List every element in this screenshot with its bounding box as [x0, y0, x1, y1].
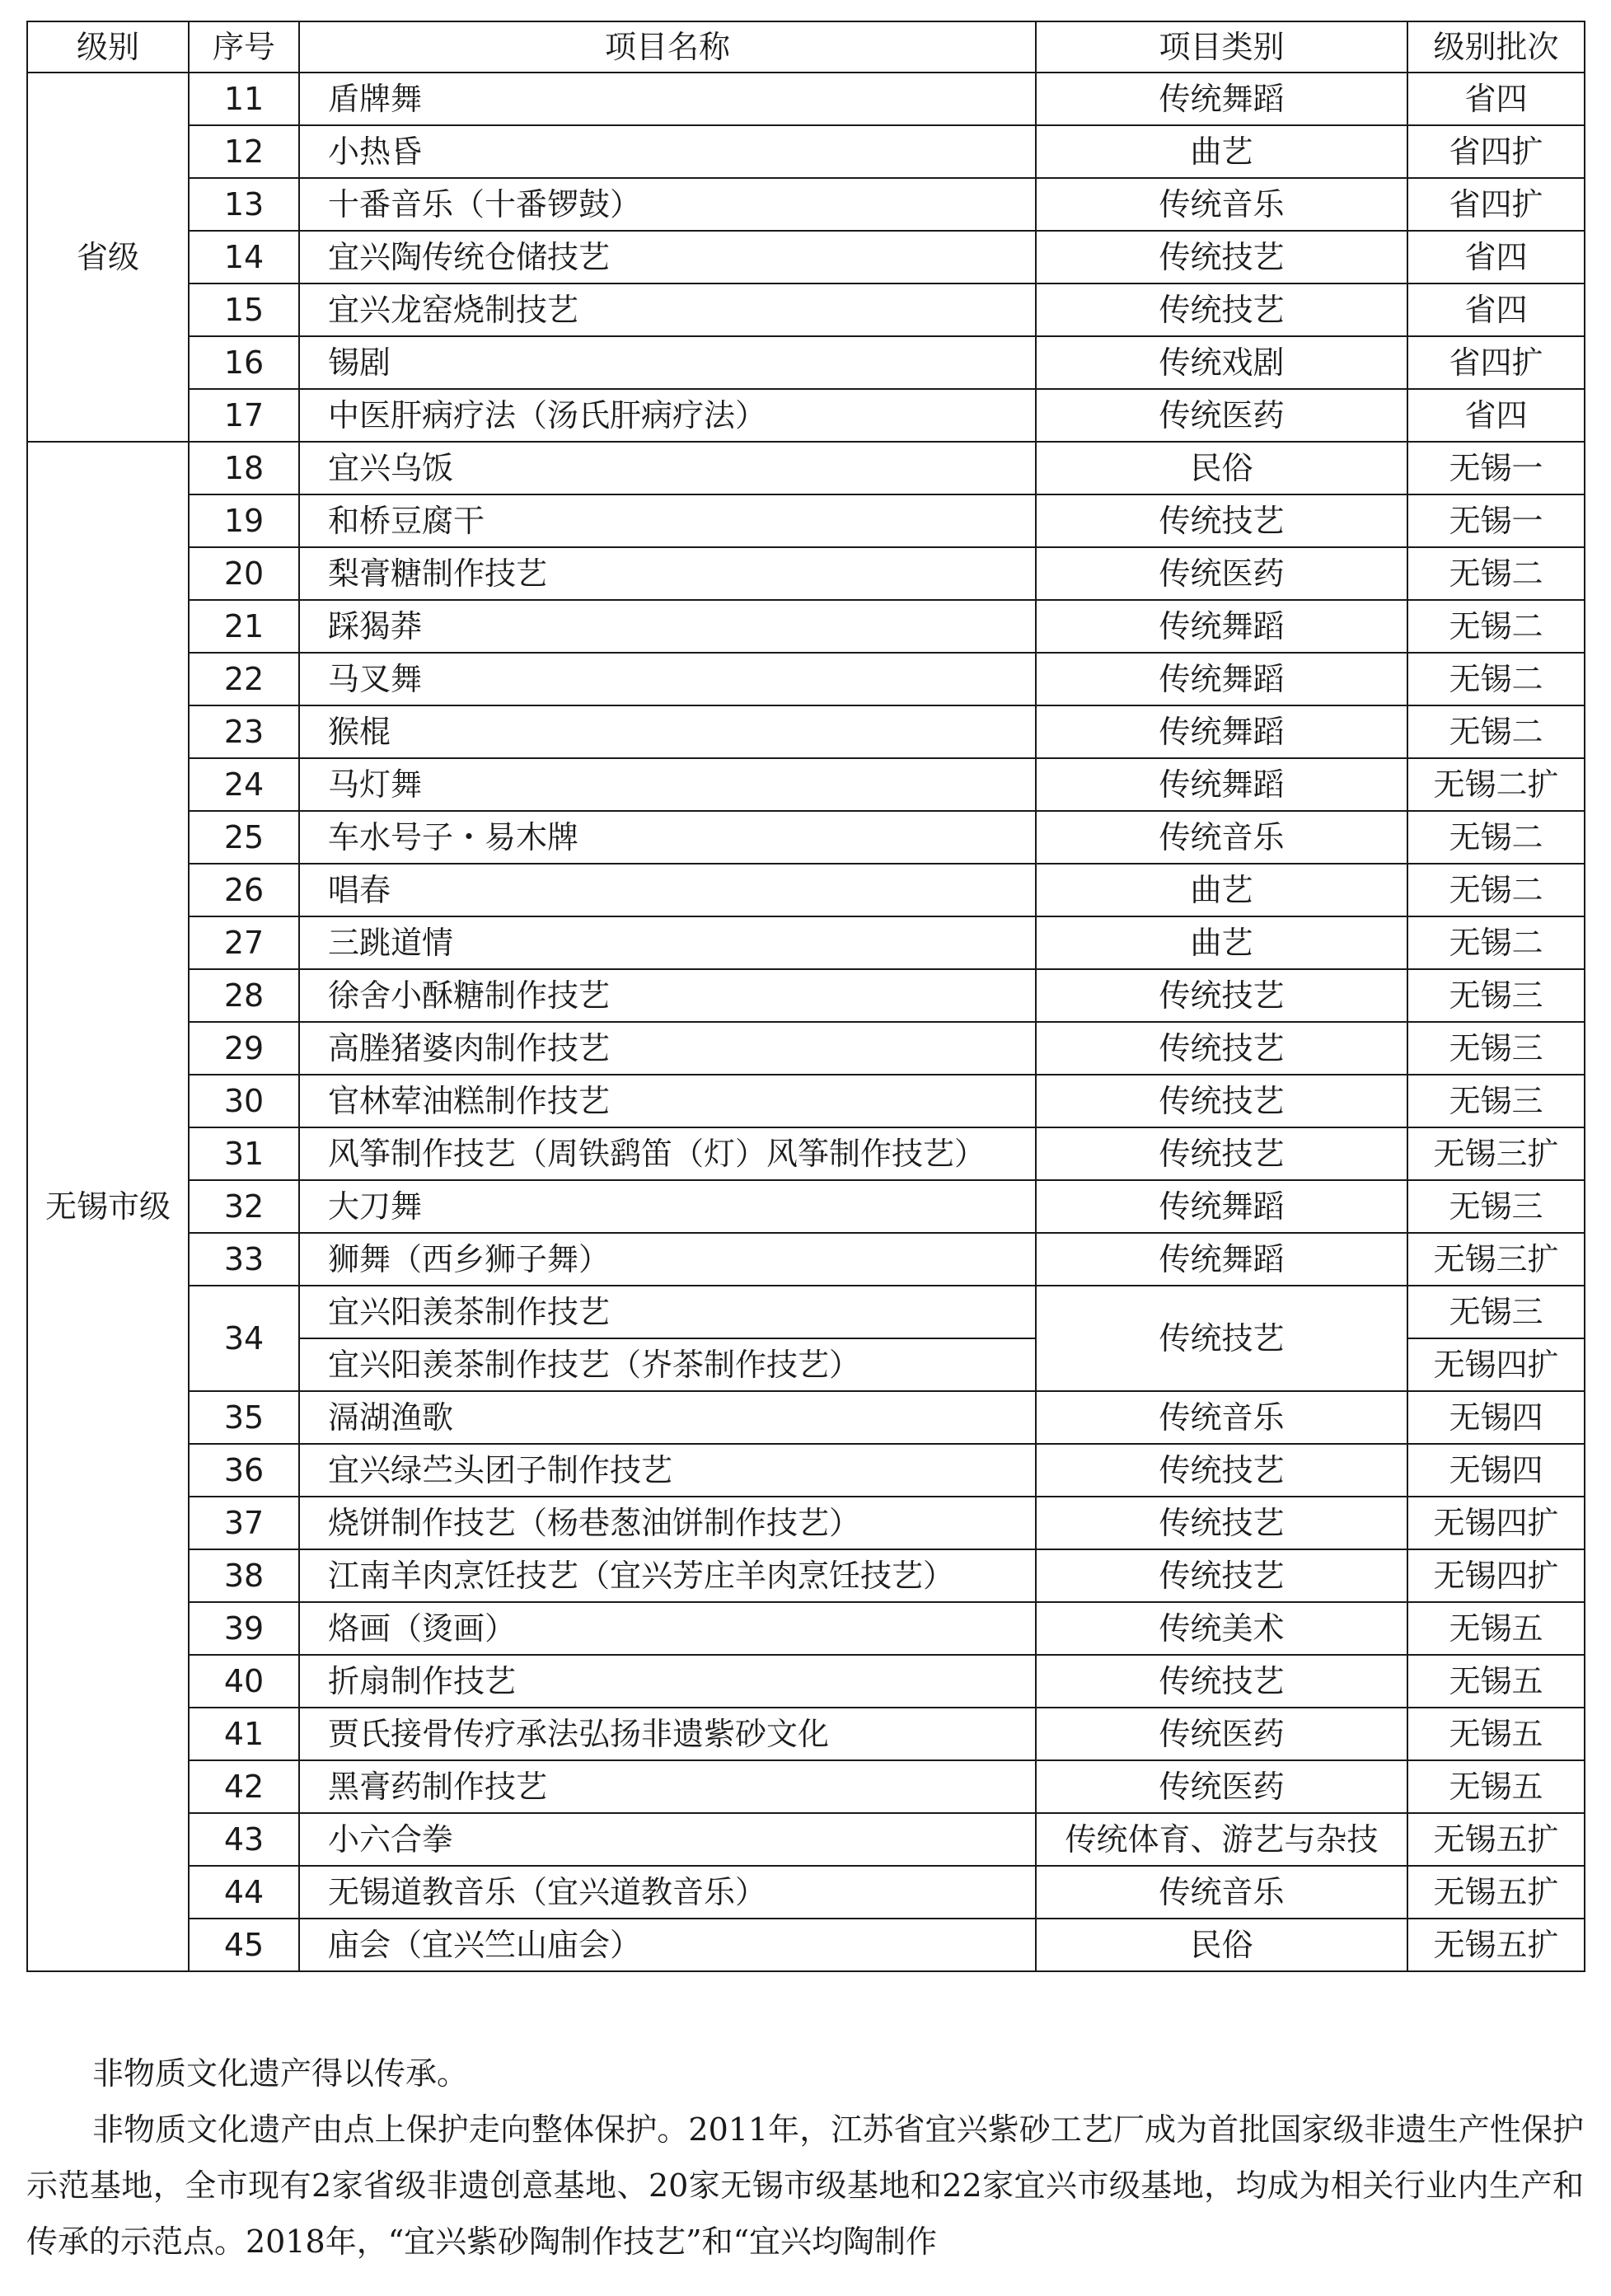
project-name-cell: 风筝制作技艺（周铁鹞笛（灯）风筝制作技艺） [299, 1127, 1036, 1180]
batch-cell: 省四 [1407, 283, 1585, 336]
category-cell: 传统医药 [1036, 389, 1407, 442]
project-name-cell: 宜兴陶传统仓储技艺 [299, 231, 1036, 283]
project-name-cell: 宜兴绿苎头团子制作技艺 [299, 1444, 1036, 1497]
number-cell: 30 [189, 1075, 299, 1127]
body-text [26, 2045, 1584, 2270]
table-row [27, 1497, 1585, 1549]
table-row [27, 494, 1585, 547]
category-cell: 曲艺 [1036, 125, 1407, 178]
project-name-cell: 盾牌舞 [299, 73, 1036, 125]
table-row [27, 1286, 1585, 1338]
batch-cell: 无锡二 [1407, 547, 1585, 600]
number-cell: 23 [189, 705, 299, 758]
category-cell: 传统技艺 [1036, 1075, 1407, 1127]
batch-cell: 省四扩 [1407, 125, 1585, 178]
project-name-cell: 唱春 [299, 864, 1036, 916]
number-cell: 19 [189, 494, 299, 547]
number-cell: 15 [189, 283, 299, 336]
table-row [27, 916, 1585, 969]
project-name-cell: 马灯舞 [299, 758, 1036, 811]
batch-cell: 无锡三 [1407, 1180, 1585, 1233]
table-row [27, 1233, 1585, 1286]
category-cell: 传统医药 [1036, 1708, 1407, 1760]
category-cell: 传统舞蹈 [1036, 1233, 1407, 1286]
project-name-cell: 大刀舞 [299, 1180, 1036, 1233]
project-name-cell: 黑膏药制作技艺 [299, 1760, 1036, 1813]
number-cell: 40 [189, 1655, 299, 1708]
category-cell: 民俗 [1036, 1919, 1407, 1971]
number-cell: 24 [189, 758, 299, 811]
batch-cell: 无锡三 [1407, 1022, 1585, 1075]
table-row [27, 547, 1585, 600]
batch-cell: 无锡五 [1407, 1760, 1585, 1813]
table-row [27, 283, 1585, 336]
number-cell: 11 [189, 73, 299, 125]
table-row [27, 758, 1585, 811]
header-project-category: 项目类别 [1036, 21, 1407, 73]
batch-cell: 省四扩 [1407, 178, 1585, 231]
category-cell: 传统技艺 [1036, 231, 1407, 283]
category-cell: 传统技艺 [1036, 1655, 1407, 1708]
table-row [27, 1708, 1585, 1760]
batch-cell: 无锡一 [1407, 494, 1585, 547]
project-name-cell: 滆湖渔歌 [299, 1391, 1036, 1444]
category-cell: 曲艺 [1036, 864, 1407, 916]
number-cell: 35 [189, 1391, 299, 1444]
batch-cell: 无锡五 [1407, 1655, 1585, 1708]
table-row [27, 1127, 1585, 1180]
project-name-cell: 中医肝病疗法（汤氏肝病疗法） [299, 389, 1036, 442]
project-name-cell: 高塍猪婆肉制作技艺 [299, 1022, 1036, 1075]
category-cell: 传统音乐 [1036, 178, 1407, 231]
batch-cell: 无锡二 [1407, 864, 1585, 916]
number-cell: 37 [189, 1497, 299, 1549]
batch-cell: 省四 [1407, 389, 1585, 442]
project-name-cell: 宜兴阳羡茶制作技艺 [299, 1286, 1036, 1338]
batch-cell: 无锡二 [1407, 916, 1585, 969]
number-cell: 34 [189, 1286, 299, 1391]
batch-cell: 无锡四扩 [1407, 1338, 1585, 1391]
category-cell: 传统医药 [1036, 1760, 1407, 1813]
batch-cell: 无锡二 [1407, 653, 1585, 705]
category-cell: 传统舞蹈 [1036, 705, 1407, 758]
table-row [27, 1602, 1585, 1655]
project-name-cell: 踩猲莽 [299, 600, 1036, 653]
project-name-cell: 烙画（烫画） [299, 1602, 1036, 1655]
category-cell: 传统舞蹈 [1036, 1180, 1407, 1233]
table-body [27, 73, 1585, 1971]
project-name-cell: 猴棍 [299, 705, 1036, 758]
number-cell: 26 [189, 864, 299, 916]
number-cell: 29 [189, 1022, 299, 1075]
batch-cell: 无锡三 [1407, 1286, 1585, 1338]
batch-cell: 无锡五 [1407, 1708, 1585, 1760]
batch-cell: 无锡四扩 [1407, 1497, 1585, 1549]
number-cell: 27 [189, 916, 299, 969]
number-cell: 20 [189, 547, 299, 600]
project-name-cell: 徐舍小酥糖制作技艺 [299, 969, 1036, 1022]
number-cell: 17 [189, 389, 299, 442]
table-row [27, 864, 1585, 916]
number-cell: 36 [189, 1444, 299, 1497]
table-row [27, 231, 1585, 283]
number-cell: 33 [189, 1233, 299, 1286]
table-row [27, 442, 1585, 494]
number-cell: 45 [189, 1919, 299, 1971]
table-row [27, 1760, 1585, 1813]
table-row [27, 1075, 1585, 1127]
batch-cell: 无锡五扩 [1407, 1866, 1585, 1919]
batch-cell: 无锡五扩 [1407, 1919, 1585, 1971]
project-name-cell: 烧饼制作技艺（杨巷葱油饼制作技艺） [299, 1497, 1036, 1549]
category-cell: 传统戏剧 [1036, 336, 1407, 389]
batch-cell: 省四 [1407, 73, 1585, 125]
number-cell: 28 [189, 969, 299, 1022]
table-row [27, 1391, 1585, 1444]
project-name-cell: 折扇制作技艺 [299, 1655, 1036, 1708]
category-cell: 传统舞蹈 [1036, 758, 1407, 811]
table-row [27, 1919, 1585, 1971]
batch-cell: 无锡四扩 [1407, 1549, 1585, 1602]
project-name-cell: 宜兴阳羡茶制作技艺（岕茶制作技艺） [299, 1338, 1036, 1391]
header-project-name: 项目名称 [299, 21, 1036, 73]
project-name-cell: 锡剧 [299, 336, 1036, 389]
heritage-table [26, 21, 1585, 1972]
project-name-cell: 无锡道教音乐（宜兴道教音乐） [299, 1866, 1036, 1919]
number-cell: 12 [189, 125, 299, 178]
number-cell: 38 [189, 1549, 299, 1602]
batch-cell: 无锡二 [1407, 600, 1585, 653]
table-row [27, 705, 1585, 758]
category-cell: 传统音乐 [1036, 1391, 1407, 1444]
table-row [27, 178, 1585, 231]
number-cell: 14 [189, 231, 299, 283]
project-name-cell: 贾氏接骨传疗承法弘扬非遗紫砂文化 [299, 1708, 1036, 1760]
batch-cell: 省四扩 [1407, 336, 1585, 389]
level-cell: 无锡市级 [27, 442, 189, 1971]
project-name-cell: 马叉舞 [299, 653, 1036, 705]
table-row [27, 969, 1585, 1022]
table-row [27, 1022, 1585, 1075]
header-row [27, 21, 1585, 73]
body-paragraph-2: 非物质文化遗产由点上保护走向整体保护。2011年，江苏省宜兴紫砂工艺厂成为首批国家级非遗生产性保护示范基地，全市现有2家省级非遗创意基地、20家无锡市级基地和22家宜兴市级基地，均成为相关行业内生产和传承的示范点。2018年，“宜兴紫砂陶制作技艺”和“宜兴均陶制作 [26, 2111, 1584, 2260]
table-row [27, 389, 1585, 442]
batch-cell: 无锡三 [1407, 1075, 1585, 1127]
category-cell: 传统舞蹈 [1036, 600, 1407, 653]
category-cell: 传统技艺 [1036, 1127, 1407, 1180]
table-row [27, 1866, 1585, 1919]
project-name-cell: 庙会（宜兴竺山庙会） [299, 1919, 1036, 1971]
batch-cell: 无锡三 [1407, 969, 1585, 1022]
category-cell: 传统技艺 [1036, 1286, 1407, 1391]
header-number: 序号 [189, 21, 299, 73]
category-cell: 传统舞蹈 [1036, 73, 1407, 125]
project-name-cell: 宜兴龙窑烧制技艺 [299, 283, 1036, 336]
number-cell: 43 [189, 1813, 299, 1866]
header-level: 级别 [27, 21, 189, 73]
project-name-cell: 宜兴乌饭 [299, 442, 1036, 494]
table-row [27, 125, 1585, 178]
batch-cell: 无锡五 [1407, 1602, 1585, 1655]
batch-cell: 无锡四 [1407, 1444, 1585, 1497]
number-cell: 39 [189, 1602, 299, 1655]
project-name-cell: 小六合拳 [299, 1813, 1036, 1866]
category-cell: 传统技艺 [1036, 1444, 1407, 1497]
category-cell: 传统技艺 [1036, 1022, 1407, 1075]
project-name-cell: 车水号子・易木牌 [299, 811, 1036, 864]
number-cell: 13 [189, 178, 299, 231]
number-cell: 21 [189, 600, 299, 653]
table-row [27, 73, 1585, 125]
number-cell: 18 [189, 442, 299, 494]
batch-cell: 无锡四 [1407, 1391, 1585, 1444]
number-cell: 22 [189, 653, 299, 705]
number-cell: 25 [189, 811, 299, 864]
category-cell: 传统舞蹈 [1036, 653, 1407, 705]
category-cell: 传统技艺 [1036, 1549, 1407, 1602]
project-name-cell: 狮舞（西乡狮子舞） [299, 1233, 1036, 1286]
number-cell: 31 [189, 1127, 299, 1180]
project-name-cell: 江南羊肉烹饪技艺（宜兴芳庄羊肉烹饪技艺） [299, 1549, 1036, 1602]
number-cell: 42 [189, 1760, 299, 1813]
table-row [27, 653, 1585, 705]
table-row [27, 1180, 1585, 1233]
category-cell: 曲艺 [1036, 916, 1407, 969]
batch-cell: 无锡五扩 [1407, 1813, 1585, 1866]
number-cell: 16 [189, 336, 299, 389]
batch-cell: 无锡三扩 [1407, 1233, 1585, 1286]
project-name-cell: 官林荤油糕制作技艺 [299, 1075, 1036, 1127]
level-cell: 省级 [27, 73, 189, 442]
category-cell: 传统技艺 [1036, 1497, 1407, 1549]
category-cell: 传统技艺 [1036, 283, 1407, 336]
category-cell: 传统医药 [1036, 547, 1407, 600]
project-name-cell: 十番音乐（十番锣鼓） [299, 178, 1036, 231]
table-row [27, 600, 1585, 653]
batch-cell: 无锡二 [1407, 705, 1585, 758]
table-row [27, 1813, 1585, 1866]
category-cell: 传统体育、游艺与杂技 [1036, 1813, 1407, 1866]
number-cell: 32 [189, 1180, 299, 1233]
category-cell: 传统技艺 [1036, 494, 1407, 547]
number-cell: 44 [189, 1866, 299, 1919]
batch-cell: 省四 [1407, 231, 1585, 283]
number-cell: 41 [189, 1708, 299, 1760]
batch-cell: 无锡二 [1407, 811, 1585, 864]
category-cell: 传统音乐 [1036, 811, 1407, 864]
table-row [27, 1444, 1585, 1497]
body-line-1: 非物质文化遗产得以传承。 [92, 2055, 469, 2092]
category-cell: 传统音乐 [1036, 1866, 1407, 1919]
table-row [27, 1549, 1585, 1602]
table-row [27, 336, 1585, 389]
table-row [27, 811, 1585, 864]
category-cell: 民俗 [1036, 442, 1407, 494]
project-name-cell: 梨膏糖制作技艺 [299, 547, 1036, 600]
project-name-cell: 小热昏 [299, 125, 1036, 178]
project-name-cell: 和桥豆腐干 [299, 494, 1036, 547]
batch-cell: 无锡一 [1407, 442, 1585, 494]
table-row [27, 1655, 1585, 1708]
header-level-batch: 级别批次 [1407, 21, 1585, 73]
batch-cell: 无锡三扩 [1407, 1127, 1585, 1180]
project-name-cell: 三跳道情 [299, 916, 1036, 969]
category-cell: 传统美术 [1036, 1602, 1407, 1655]
batch-cell: 无锡二扩 [1407, 758, 1585, 811]
category-cell: 传统技艺 [1036, 969, 1407, 1022]
